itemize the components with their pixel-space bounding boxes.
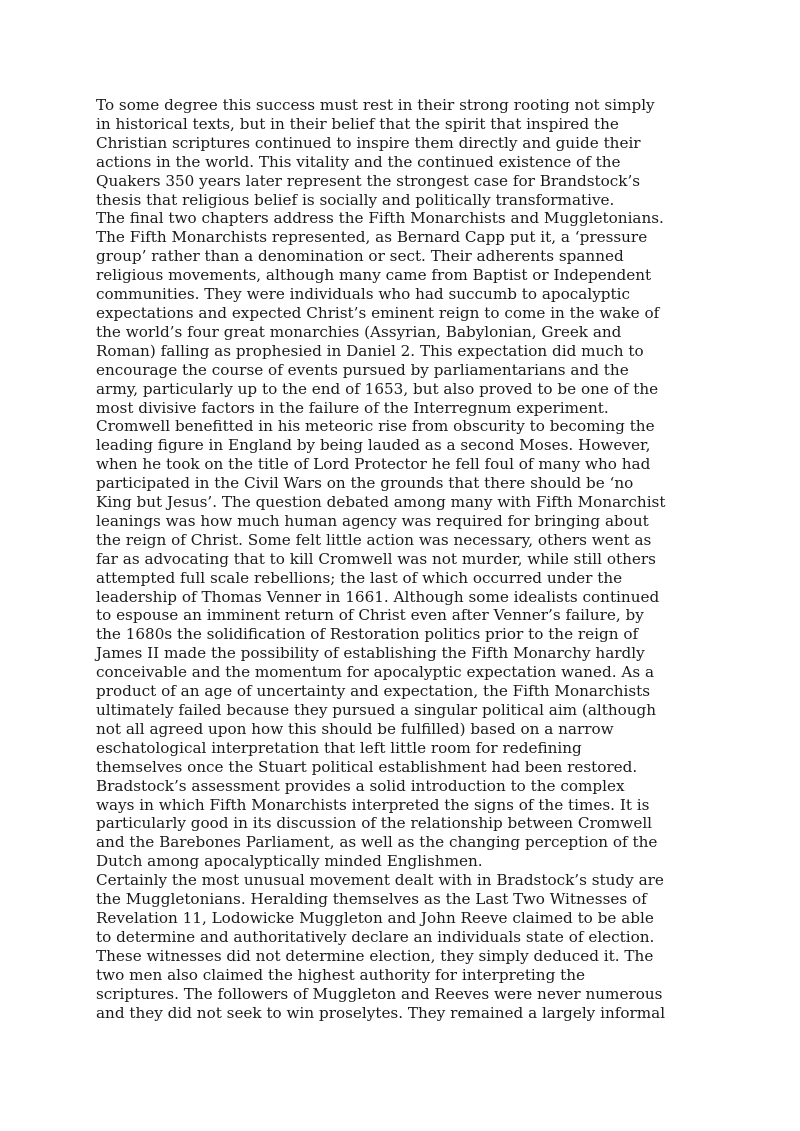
text-line: These witnesses did not determine election, they simply deduced it. The (96, 946, 654, 965)
text-line: leanings was how much human agency was required for bringing about (96, 511, 649, 530)
text-line: when he took on the title of Lord Protector he fell foul of many who had (96, 455, 651, 474)
text-line: King but Jesus’. The question debated among many with Fifth Monarchist (96, 493, 666, 512)
paragraph (96, 777, 704, 872)
text-line: James II made the possibility of establishing the Fifth Monarchy hardly (96, 644, 645, 663)
text-line: scriptures. The followers of Muggleton and Reeves were never numerous (96, 984, 663, 1003)
text-line: army, particularly up to the end of 1653, but also proved to be one of the (96, 379, 659, 398)
text-line: to espouse an imminent return of Christ even after Venner’s failure, by (96, 606, 644, 625)
text-line: product of an age of uncertainty and expectation, the Fifth Monarchists (96, 682, 651, 701)
paragraph (96, 209, 704, 776)
text-line: The Fifth Monarchists represented, as Bernard Capp put it, a ‘pressure (96, 228, 648, 247)
text-line: conceivable and the momentum for apocalyptic expectation waned. As a (96, 663, 654, 682)
text-line: The final two chapters address the Fifth Monarchists and Muggletonians. (96, 209, 664, 228)
text-line: themselves once the Stuart political establishment had been restored. (96, 757, 638, 776)
text-line: to determine and authoritatively declare an individuals state of election. (96, 927, 655, 946)
document-body (96, 96, 704, 1022)
text-line: Dutch among apocalyptically minded Englishmen. (96, 852, 483, 871)
text-line: encourage the course of events pursued by parliamentarians and the (96, 360, 629, 379)
text-line: the world’s four great monarchies (Assyrian, Babylonian, Greek and (96, 322, 622, 341)
paragraph (96, 96, 704, 209)
text-line: far as advocating that to kill Cromwell was not murder, while still others (96, 549, 656, 568)
text-line: Quakers 350 years later represent the strongest case for Brandstock’s (96, 171, 641, 190)
text-line: communities. They were individuals who had succumb to apocalyptic (96, 285, 630, 304)
text-line: To some degree this success must rest in their strong rooting not simply (96, 96, 655, 114)
text-line: Bradstock’s assessment provides a solid introduction to the complex (96, 776, 625, 795)
text-line: Cromwell benefitted in his meteoric rise from obscurity to becoming the (96, 417, 655, 436)
text-line: Christian scriptures continued to inspire them directly and guide their (96, 133, 641, 152)
text-line: and the Barebones Parliament, as well as the changing perception of the (96, 833, 658, 852)
text-line: and they did not seek to win proselytes. They remained a largely informal (96, 1003, 666, 1022)
text-line: in historical texts, but in their belief that the spirit that inspired the (96, 114, 619, 133)
text-line: participated in the Civil Wars on the grounds that there should be ‘no (96, 474, 634, 493)
text-line: ultimately failed because they pursued a singular political aim (although (96, 701, 657, 719)
text-line: Certainly the most unusual movement dealt with in Bradstock’s study are (96, 871, 664, 890)
paragraph (96, 871, 704, 1022)
text-line: religious movements, although many came from Baptist or Independent (96, 266, 652, 285)
text-line: eschatological interpretation that left little room for redefining (96, 738, 582, 757)
text-line: ways in which Fifth Monarchists interpreted the signs of the times. It is (96, 795, 650, 814)
text-line: most divisive factors in the failure of the Interregnum experiment. (96, 398, 609, 417)
text-line: particularly good in its discussion of the relationship between Cromwell (96, 814, 653, 833)
text-line: thesis that religious belief is socially and politically transformative. (96, 190, 615, 209)
text-line: attempted full scale rebellions; the last of which occurred under the (96, 568, 623, 587)
text-line: group’ rather than a denomination or sect. Their adherents spanned (96, 247, 624, 266)
text-line: expectations and expected Christ’s eminent reign to come in the wake of (96, 303, 660, 322)
text-line: Roman) falling as prophesied in Daniel 2. This expectation did much to (96, 341, 644, 360)
text-line: leadership of Thomas Venner in 1661. Although some idealists continued (96, 587, 660, 606)
text-line: the reign of Christ. Some felt little action was necessary, others went as (96, 530, 652, 549)
text-line: not all agreed upon how this should be fulfilled) based on a narrow (96, 719, 614, 738)
text-line: two men also claimed the highest authority for interpreting the (96, 965, 585, 984)
text-line: the Muggletonians. Heralding themselves as the Last Two Witnesses of (96, 890, 647, 909)
text-line: actions in the world. This vitality and the continued existence of the (96, 152, 621, 171)
text-line: Revelation 11, Lodowicke Muggleton and John Reeve claimed to be able (96, 908, 654, 927)
text-line: the 1680s the solidification of Restoration politics prior to the reign of (96, 625, 639, 644)
text-line: leading figure in England by being lauded as a second Moses. However, (96, 436, 651, 455)
